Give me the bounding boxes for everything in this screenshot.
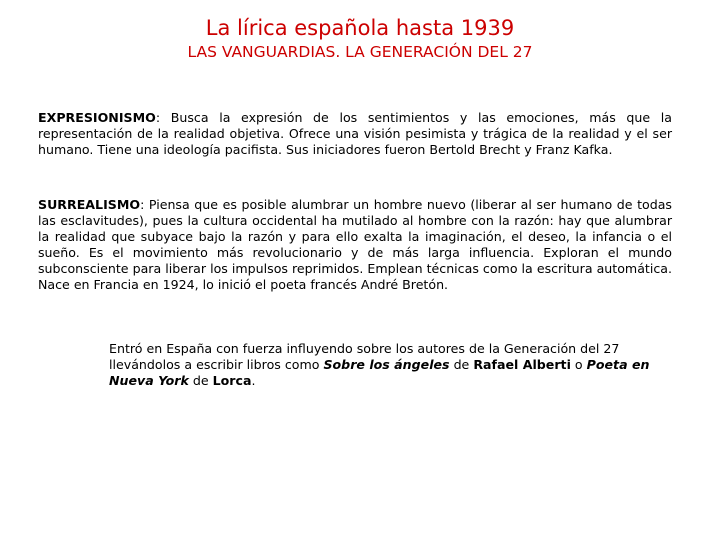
espana-text-2: de: [449, 357, 474, 372]
book-title-poeta-en-nueva-york: Poeta en Nueva York: [109, 357, 650, 388]
book-title-sobre-los-angeles: Sobre los ángeles: [323, 357, 450, 372]
espana-paragraph: [109, 341, 669, 389]
author-rafael-alberti: Rafael Alberti: [473, 357, 571, 372]
espana-text-1: Entró en España con fuerza influyendo sobre los autores de la Generación del 27 llevándolos a escribir libros como: [109, 341, 620, 372]
expresionismo-paragraph: [38, 110, 672, 158]
page-subtitle: LAS VANGUARDIAS. LA GENERACIÓN DEL 27: [187, 43, 533, 61]
espana-text-3: o: [570, 357, 587, 372]
expresionismo-term: EXPRESIONISMO: [38, 110, 156, 125]
espana-text-5: .: [251, 373, 256, 388]
expresionismo-text: : Busca la expresión de los sentimientos y las emociones, más que la representación de la realidad objetiva. Ofrece una visión pesimista y trágica de la realidad y el ser humano. Tiene una ideología pacifista. Sus iniciadores fueron Bertold Brecht y Franz Kafka.: [38, 110, 672, 157]
surrealismo-paragraph: [38, 197, 672, 293]
espana-text-4: de: [188, 373, 213, 388]
surrealismo-term: SURREALISMO: [38, 197, 141, 212]
page-title: La lírica española hasta 1939: [205, 16, 515, 40]
author-lorca: Lorca: [212, 373, 252, 388]
surrealismo-text: : Piensa que es posible alumbrar un hombre nuevo (liberar al ser humano de todas las esclavitudes), pues la cultura occidental ha mutilado al hombre con la razón: hay que alumbrar la realidad que subyace bajo la razón y para ello exalta la imaginación, el deseo, la infancia o el sueño. Es el movimiento más revolucionario y de más larga influencia. Exploran el mundo subconsciente para liberar los impulsos reprimidos. Emplean técnicas como la escritura automática. Nace en Francia en 1924, lo inició el poeta francés André Bretón.: [38, 197, 672, 292]
